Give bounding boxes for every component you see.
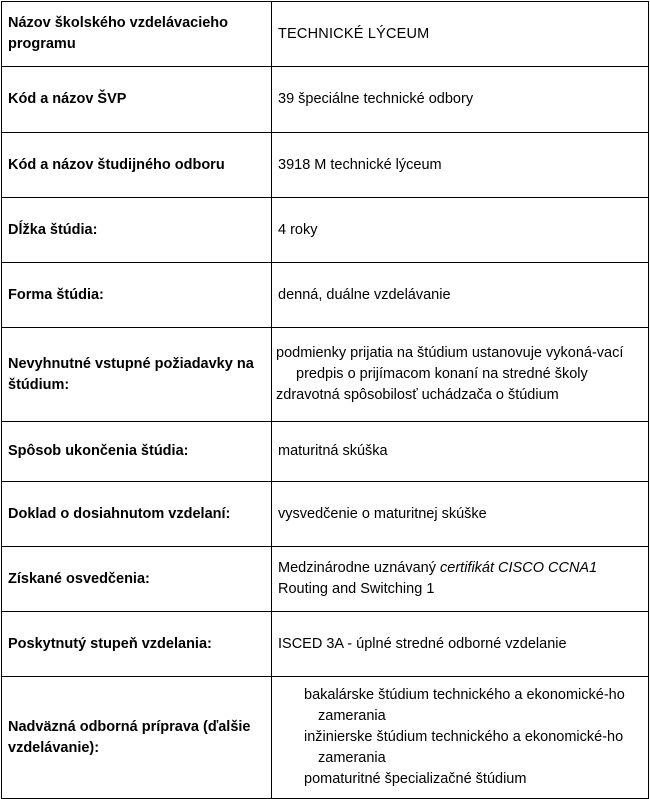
list-item: pomaturitné špecializačné štúdium [304,771,527,787]
row-label: Dĺžka štúdia: [2,198,272,263]
program-title: TECHNICKÉ LÝCEUM [272,2,649,67]
table-row [2,612,649,677]
row-value [272,328,649,422]
row-value: ISCED 3A - úplné stredné odborné vzdelanie [272,612,649,677]
list-item: podmienky prijatia na štúdium ustanovuje vykoná-vací predpis o prijímacom konaní na stredné školy [276,345,624,382]
row-value: 3918 M technické lýceum [272,133,649,198]
table-row [2,328,649,422]
row-label: Názov školského vzdelávacieho programu [2,2,272,67]
certificate-text: Routing and Switching 1 [278,581,435,597]
list-item: zdravotná spôsobilosť uchádzača o štúdium [276,387,559,403]
row-label: Spôsob ukončenia štúdia: [2,422,272,482]
table-row [2,133,649,198]
row-label: Nadväzná odborná príprava (ďalšie vzdelávanie): [2,677,272,799]
row-value: 39 špeciálne technické odbory [272,67,649,133]
row-label: Doklad o dosiahnutom vzdelaní: [2,482,272,547]
row-label: Nevyhnutné vstupné požiadavky na štúdium: [2,328,272,422]
row-label: Získané osvedčenia: [2,547,272,612]
list-item: inžinierske štúdium technického a ekonomické-ho zamerania [304,729,624,766]
table-row [2,198,649,263]
row-value: vysvedčenie o maturitnej skúške [272,482,649,547]
table-row [2,677,649,799]
row-value: 4 roky [272,198,649,263]
certificate-text: Medzinárodne uznávaný [278,560,441,576]
row-label: Forma štúdia: [2,263,272,328]
table-row [2,2,649,67]
row-value: maturitná skúška [272,422,649,482]
row-label: Kód a názov ŠVP [2,67,272,133]
table-row [2,482,649,547]
table-row [2,263,649,328]
row-value: denná, duálne vzdelávanie [272,263,649,328]
list-item: bakalárske štúdium technického a ekonomické-ho zamerania [304,687,625,724]
row-label: Kód a názov študijného odboru [2,133,272,198]
study-program-table [1,1,649,799]
table-row [2,547,649,612]
table-row [2,422,649,482]
row-value [272,677,649,799]
table-row [2,67,649,133]
row-value [272,547,649,612]
row-label: Poskytnutý stupeň vzdelania: [2,612,272,677]
certificate-name: certifikát CISCO CCNA1 [440,560,598,576]
